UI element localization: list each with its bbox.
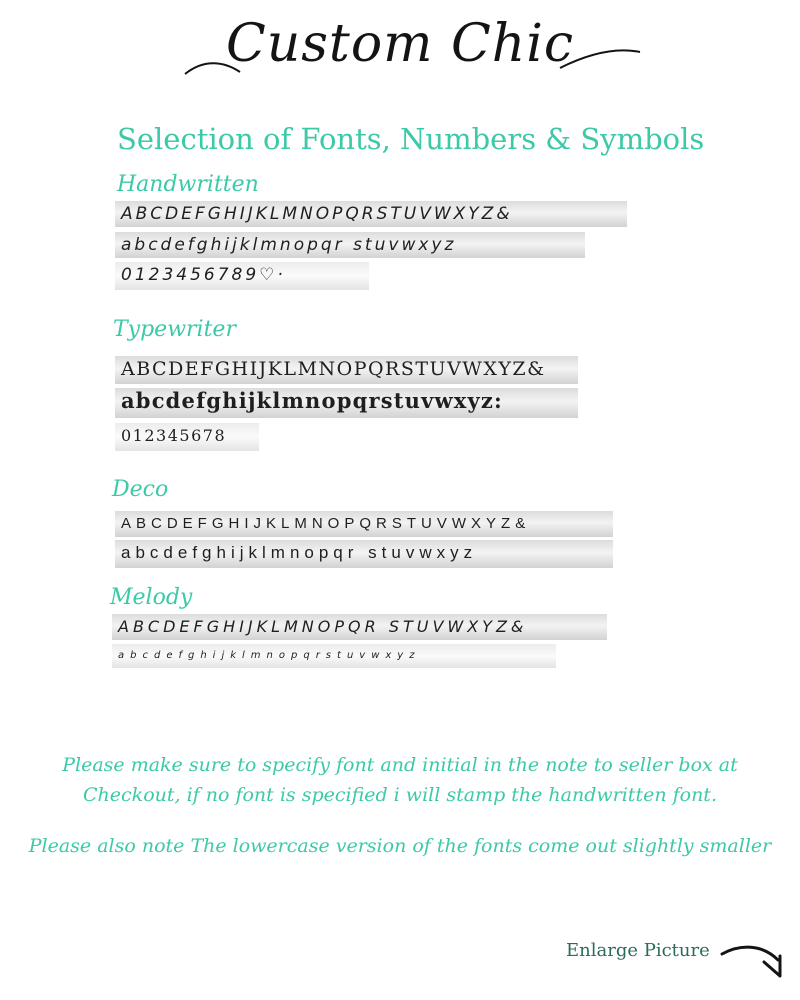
enlarge-picture-link[interactable]: Enlarge Picture [566,940,710,961]
font-sample-handwritten-upper: ABCDEFGHIJKLMNOPQRSTUVWXYZ& [115,201,627,227]
font-sample-melody-upper: ABCDEFGHIJKLMNOPQR STUVWXYZ& [112,614,607,640]
font-sample-handwritten-lower: abcdefghijklmnopqr stuvwxyz [115,232,585,258]
font-sample-typewriter-numbers: 012345678 [115,423,259,451]
font-sample-handwritten-numbers: 0123456789♡· [115,262,369,290]
font-sample-melody-lower: abcdefghijklmnopqrstuvwxyz [112,644,556,668]
brand-header [0,0,800,110]
order-note-line-1: Please make sure to specify font and initial in the note to seller box at [62,754,738,776]
order-note-line-2: Checkout, if no font is specified i will stamp the handwritten font. [83,784,717,806]
brand-logo: Custom Chic [225,14,575,74]
lowercase-note: Please also note The lowercase version of the fonts come out slightly smaller [28,835,772,857]
font-label-melody: Melody [110,585,193,610]
font-sample-deco-lower: abcdefghijklmnopqr stuvwxyz [115,540,613,568]
font-label-typewriter: Typewriter [113,317,236,342]
arrow-icon[interactable] [718,936,788,982]
font-sample-typewriter-lower: abcdefghijklmnopqrstuvwxyz: [115,388,578,418]
font-label-handwritten: Handwritten [117,172,259,197]
page-title: Selection of Fonts, Numbers & Symbols [117,122,705,156]
font-sample-typewriter-upper: ABCDEFGHIJKLMNOPQRSTUVWXYZ& [115,356,578,384]
font-label-deco: Deco [112,477,169,502]
font-sample-deco-upper: ABCDEFGHIJKLMNOPQRSTUVWXYZ& [115,511,613,537]
